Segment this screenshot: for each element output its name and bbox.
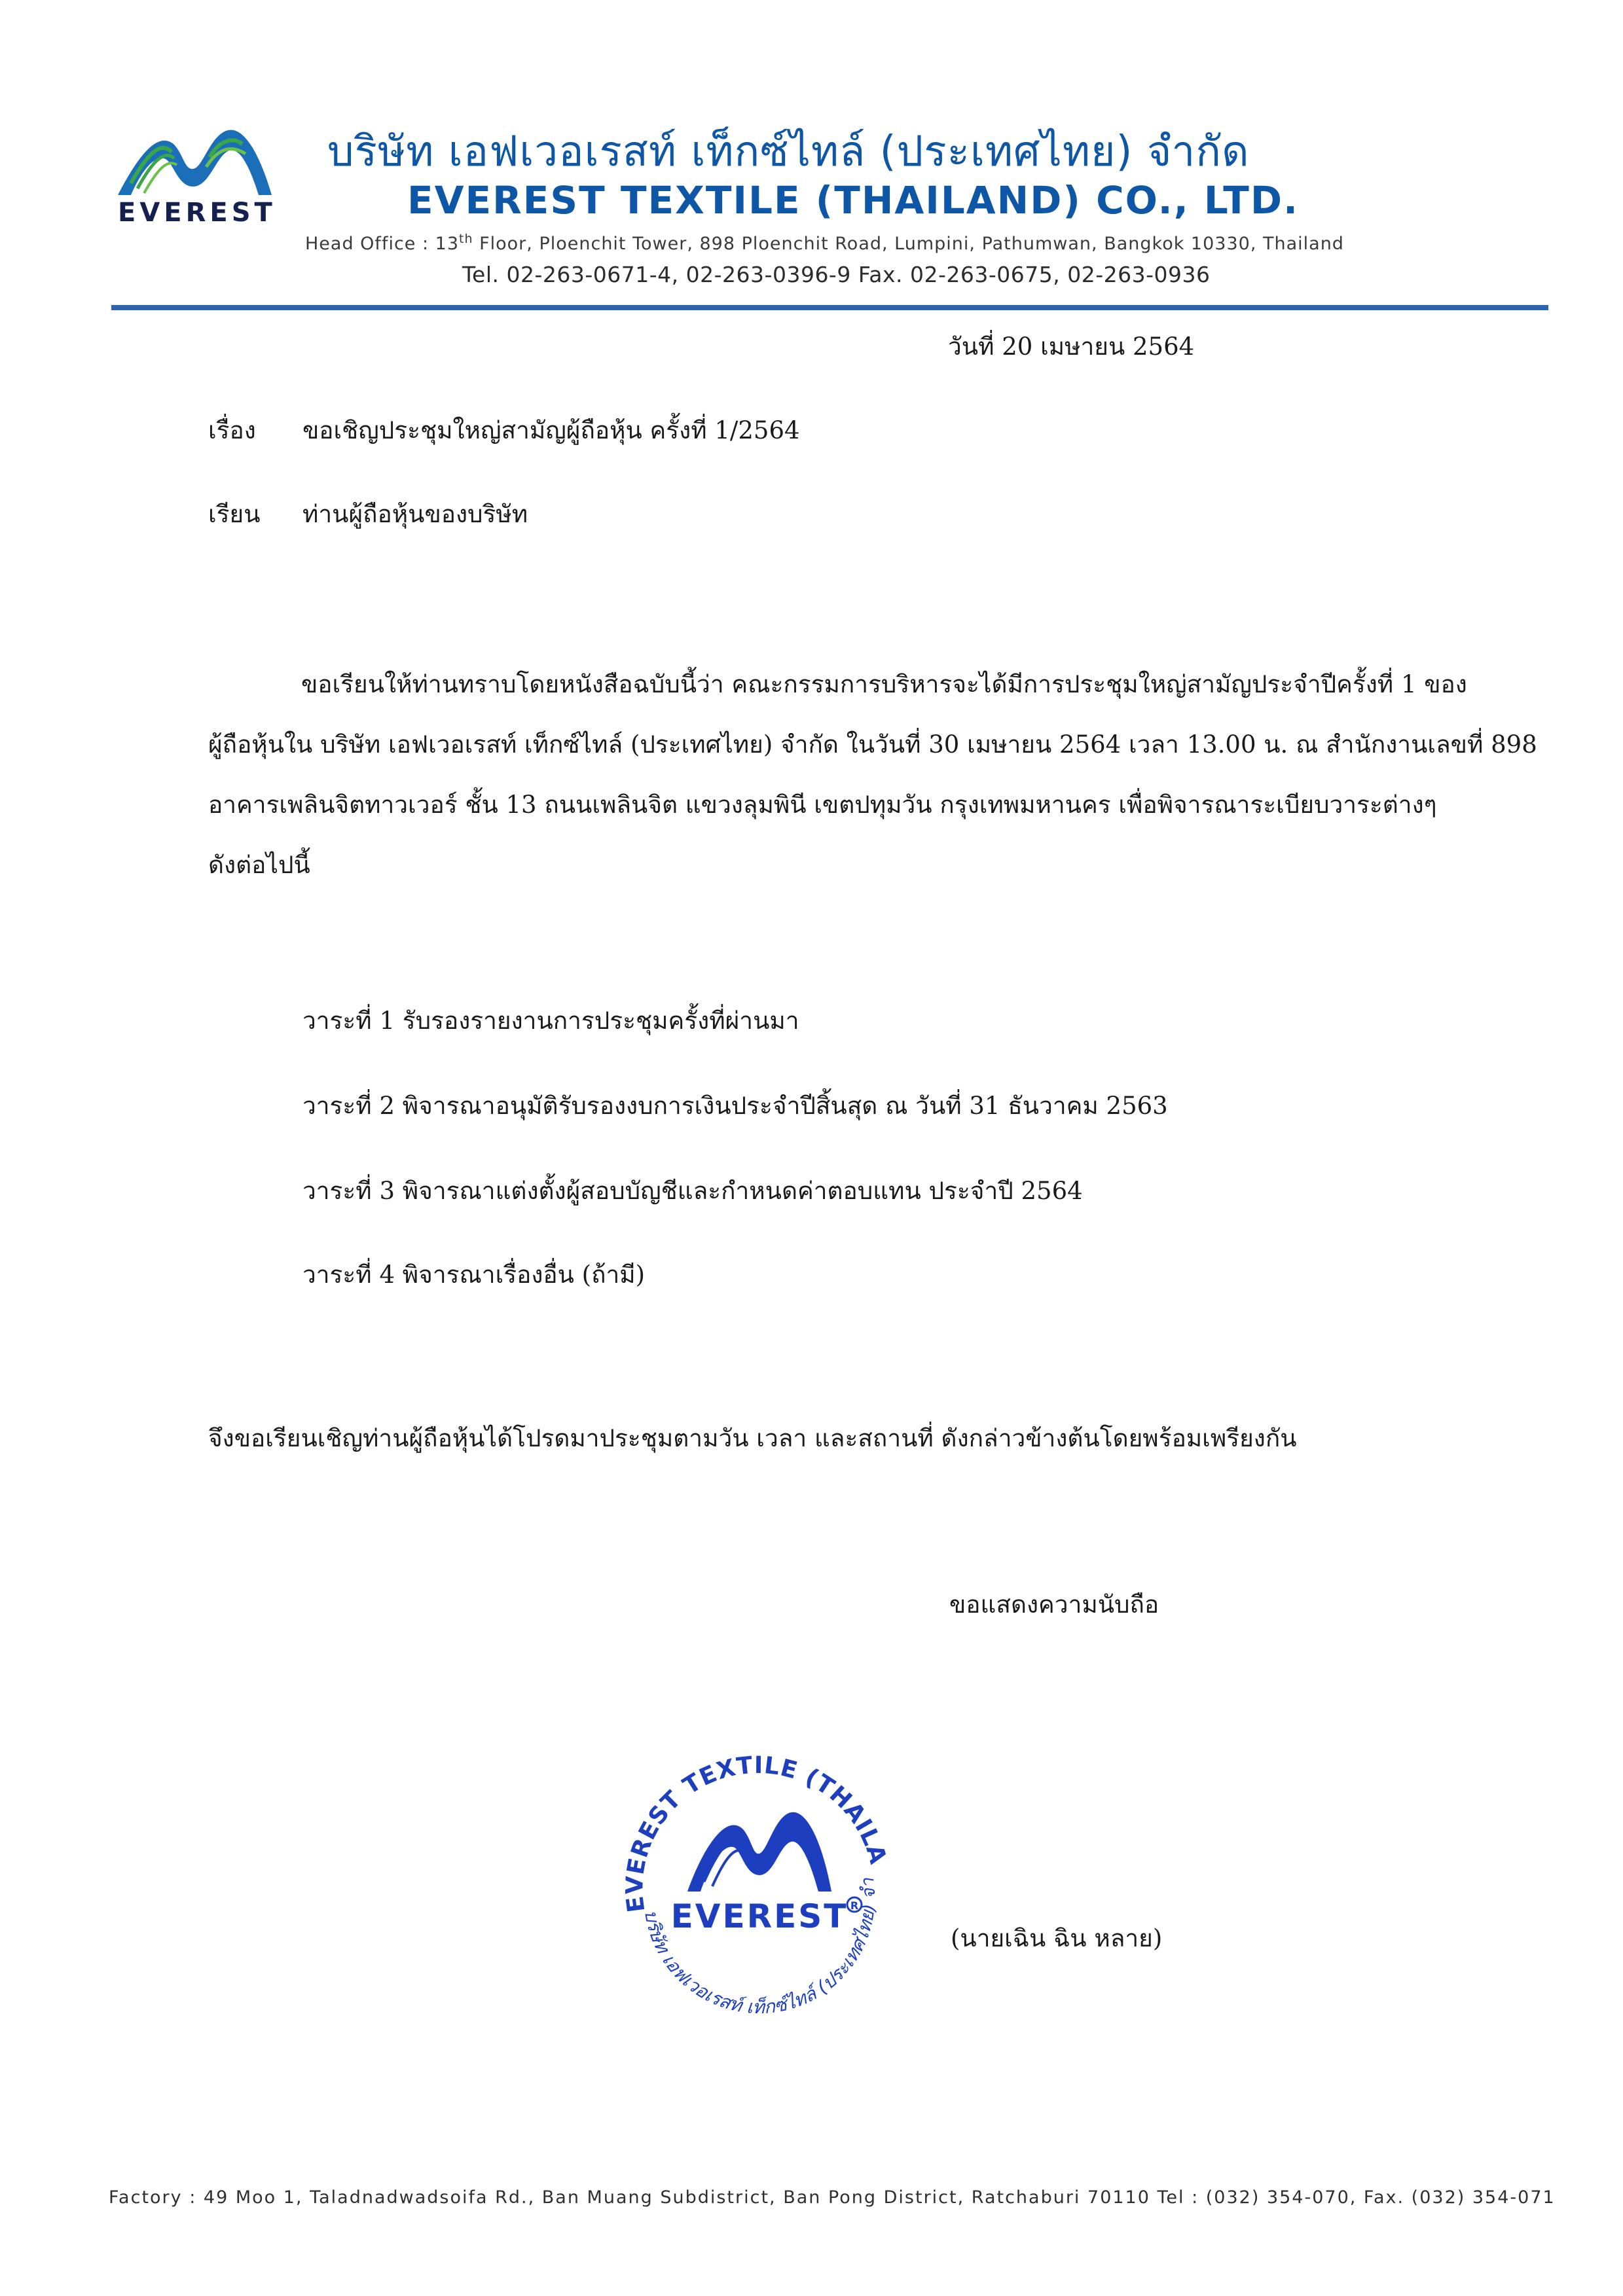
head-office-address — [305, 232, 1344, 254]
everest-logo-icon — [111, 118, 275, 206]
paragraph-line: ขอเรียนให้ท่านทราบโดยหนังสือฉบับนี้ว่า คณะกรรมการบริหารจะได้มีการประชุมใหญ่สามัญประจำปีครั้งที่ 1 ของ — [301, 670, 1467, 698]
agenda-number: วาระที่ 2 — [302, 1092, 395, 1120]
paragraph-line: อาคารเพลินจิตทาวเวอร์ ชั้น 13 ถนนเพลินจิต แขวงลุมพินี เขตปทุมวัน กรุงเทพมหานคร เพื่อพิจารณาระเบียบวาระต่างๆ — [208, 791, 1437, 819]
agenda-number: วาระที่ 1 — [302, 1007, 395, 1035]
contact-numbers: Tel. 02-263-0671-4, 02-263-0396-9 Fax. 02-263-0675, 02-263-0936 — [462, 262, 1211, 287]
head-office-prefix: Head Office : 13 — [305, 234, 460, 254]
letter-date: วันที่ 20 เมษายน 2564 — [948, 332, 1195, 361]
seal-icon — [596, 1715, 917, 2016]
agenda-number: วาระที่ 4 — [302, 1261, 395, 1289]
signer-name: (นายเฉิน ฉิน หลาย) — [951, 1924, 1163, 1952]
company-logo — [111, 118, 275, 236]
subject-text: ขอเชิญประชุมใหญ่สามัญผู้ถือหุ้น ครั้งที่ 1/2564 — [302, 416, 800, 444]
company-name-english: EVEREST TEXTILE (THAILAND) CO., LTD. — [407, 178, 1300, 223]
agenda-item — [302, 1172, 1083, 1210]
subject-label: เรื่อง — [208, 416, 256, 444]
agenda-item — [302, 1001, 799, 1040]
floor-ordinal-suffix: th — [459, 232, 473, 246]
recipient-label: เรียน — [208, 500, 261, 528]
agenda-number: วาระที่ 3 — [302, 1177, 395, 1205]
company-seal-stamp — [596, 1715, 917, 2016]
agenda-text: พิจารณาอนุมัติรับรองงบการเงินประจำปีสิ้นสุด ณ วันที่ 31 ธันวาคม 2563 — [402, 1092, 1168, 1120]
recipient-text: ท่านผู้ถือหุ้นของบริษัท — [302, 500, 528, 528]
company-name-thai: บริษัท เอฟเวอเรสท์ เท็กซ์ไทล์ (ประเทศไทย) จำกัด — [327, 128, 1250, 176]
logo-wordmark: EVEREST — [118, 198, 276, 228]
closing-sentence: จึงขอเรียนเชิญท่านผู้ถือหุ้นได้โปรดมาประชุมตามวัน เวลา และสถานที่ ดังกล่าวข้างต้นโดยพร้อมเพรียงกัน — [208, 1424, 1297, 1452]
factory-address: Factory : 49 Moo 1, Taladnadwadsoifa Rd., Ban Muang Subdistrict, Ban Pong District, Ratchaburi 70110 Tel : (032) 354-070, Fax. (032) 354-071 — [109, 2187, 1556, 2208]
svg-text:EVEREST TEXTILE (THAILAND) CO. — [596, 1715, 892, 1914]
seal-text-top: EVEREST TEXTILE (THAILA — [621, 1751, 892, 1914]
agenda-text: พิจารณาแต่งตั้งผู้สอบบัญชีและกำหนดค่าตอบแทน ประจำปี 2564 — [402, 1177, 1083, 1205]
paragraph-line: ดังต่อไปนี้ — [208, 851, 310, 879]
head-office-rest: Floor, Ploenchit Tower, 898 Ploenchit Road, Lumpini, Pathumwan, Bangkok 10330, Thailand — [473, 234, 1344, 254]
body-paragraph — [208, 655, 1537, 895]
svg-text:R: R — [850, 1899, 859, 1912]
seal-text-center: EVEREST — [670, 1897, 848, 1935]
regards-text: ขอแสดงความนับถือ — [949, 1590, 1159, 1619]
agenda-item — [302, 1255, 645, 1294]
paragraph-line: ผู้ถือหุ้นใน บริษัท เอฟเวอเรสท์ เท็กซ์ไทล์ (ประเทศไทย) จำกัด ในวันที่ 30 เมษายน 2564 เวลา 13.00 น. ณ สำนักงานเลขที่ 898 — [208, 730, 1537, 759]
header-divider — [111, 305, 1548, 310]
agenda-text: รับรองรายงานการประชุมครั้งที่ผ่านมา — [402, 1007, 799, 1035]
agenda-item — [302, 1086, 1168, 1125]
seal-text-bottom: บริษัท เอฟเวอเรสท์ เท็กซ์ไทล์ (ประเทศไทย) จำ — [640, 1877, 880, 2016]
agenda-text: พิจารณาเรื่องอื่น (ถ้ามี) — [402, 1261, 646, 1289]
